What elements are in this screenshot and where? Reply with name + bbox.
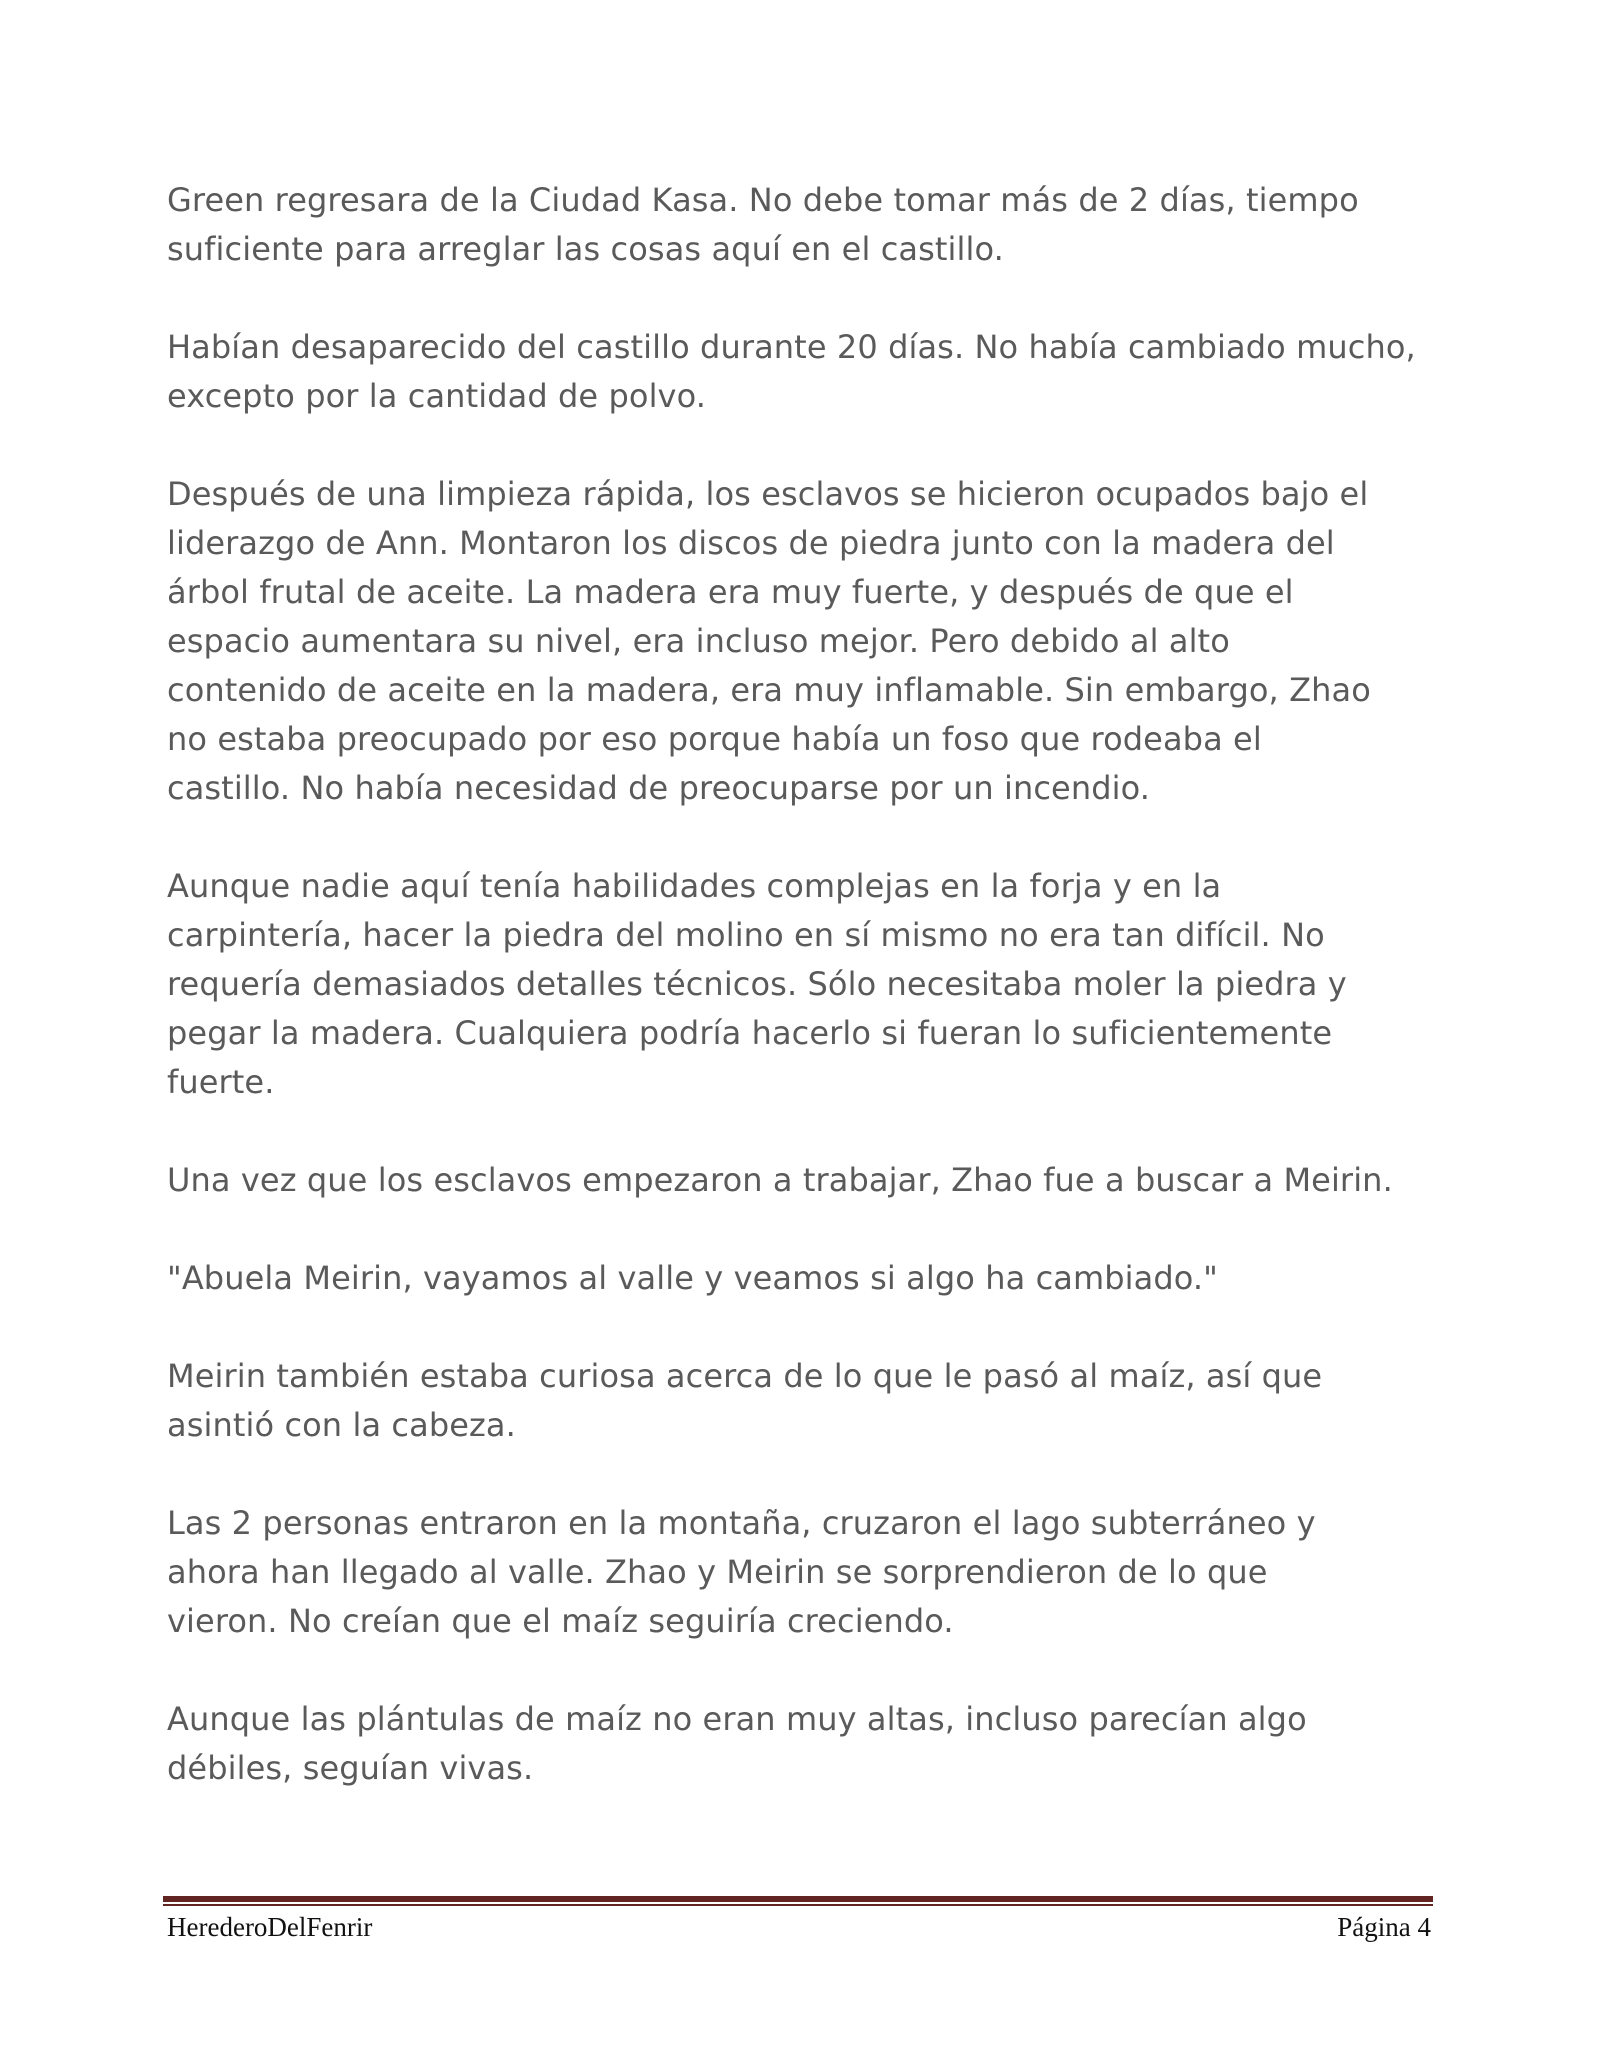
footer-rule bbox=[163, 1896, 1433, 1906]
paragraph-3: Después de una limpieza rápida, los esclavos se hicieron ocupados bajo el liderazgo de Ann. Montaron los discos de piedra junto con la madera del árbol frutal de aceite. La madera era muy fuerte, y después de que el espacio aumentara su nivel, era incluso mejor. Pero debido al alto contenido de aceite en la madera, era muy inflamable. Sin embargo, Zhao no estaba preocupado por eso porque había un foso que rodeaba el castillo. No había necesidad de preocuparse por un incendio. bbox=[167, 475, 1371, 807]
paragraph-8: Las 2 personas entraron en la montaña, cruzaron el lago subterráneo y ahora han llegado al valle. Zhao y Meirin se sorprendieron de lo que vieron. No creían que el maíz seguiría creciendo. bbox=[167, 1504, 1316, 1640]
paragraph-7: Meirin también estaba curiosa acerca de lo que le pasó al maíz, así que asintió con la cabeza. bbox=[167, 1357, 1323, 1444]
paragraph-1: Green regresara de la Ciudad Kasa. No debe tomar más de 2 días, tiempo suficiente para arreglar las cosas aquí en el castillo. bbox=[167, 181, 1359, 268]
paragraph-6: "Abuela Meirin, vayamos al valle y veamos si algo ha cambiado." bbox=[167, 1259, 1218, 1297]
body-text bbox=[167, 176, 1457, 1842]
paragraph-2: Habían desaparecido del castillo durante 20 días. No había cambiado mucho, excepto por la cantidad de polvo. bbox=[167, 328, 1416, 415]
paragraph-4: Aunque nadie aquí tenía habilidades complejas en la forja y en la carpintería, hacer la piedra del molino en sí mismo no era tan difícil. No requería demasiados detalles técnicos. Sólo necesitaba moler la piedra y pegar la madera. Cualquiera podría hacerlo si fueran lo suficientemente fuerte. bbox=[167, 867, 1347, 1101]
paragraph-5: Una vez que los esclavos empezaron a trabajar, Zhao fue a buscar a Meirin. bbox=[167, 1161, 1393, 1199]
footer-page-number: Página 4 bbox=[1337, 1912, 1431, 1942]
page-footer bbox=[167, 1912, 1431, 1943]
footer-rule-thin bbox=[163, 1904, 1433, 1906]
footer-author: HerederoDelFenrir bbox=[167, 1912, 373, 1942]
paragraph-9: Aunque las plántulas de maíz no eran muy altas, incluso parecían algo débiles, seguían vivas. bbox=[167, 1700, 1307, 1787]
